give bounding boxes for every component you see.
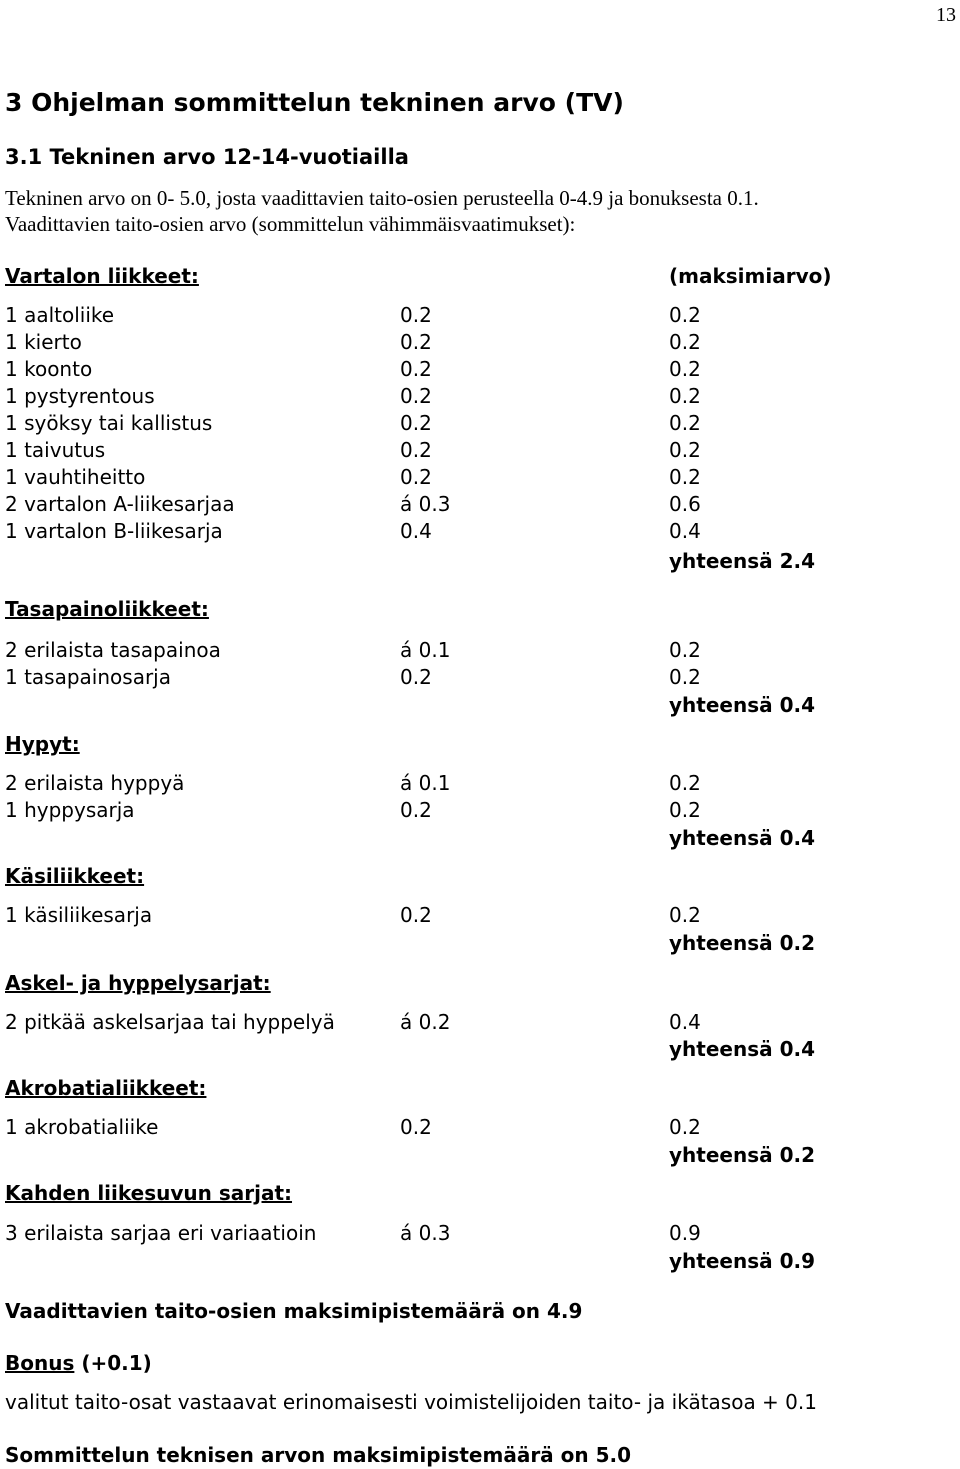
heading-level-2: 3.1 Tekninen arvo 12-14-vuotiailla	[5, 145, 409, 169]
table-row	[0, 1220, 960, 1247]
item-value: á 0.1	[400, 638, 451, 662]
item-name: 1 tasapainosarja	[5, 665, 171, 689]
item-max: 0.2	[669, 638, 701, 662]
section-total-vartalo: yhteensä 2.4	[669, 549, 815, 573]
item-max: 0.2	[669, 665, 701, 689]
table-row	[0, 464, 960, 491]
bonus-title: Bonus	[5, 1351, 75, 1375]
item-max: 0.2	[669, 357, 701, 381]
table-row	[0, 1009, 960, 1036]
item-max: 0.2	[669, 465, 701, 489]
item-max: 0.4	[669, 1010, 701, 1034]
item-name: 1 käsiliikesarja	[5, 903, 153, 927]
table-row	[0, 637, 960, 664]
section-title-kahden: Kahden liikesuvun sarjat:	[5, 1181, 293, 1205]
bonus-value: (+0.1)	[74, 1351, 152, 1375]
table-row	[0, 518, 960, 545]
item-name: 1 akrobatialiike	[5, 1115, 159, 1139]
item-name: 2 pitkää askelsarjaa tai hyppelyä	[5, 1010, 335, 1034]
item-max: 0.9	[669, 1221, 701, 1245]
item-max: 0.2	[669, 771, 701, 795]
item-max: 0.2	[669, 903, 701, 927]
item-value: 0.2	[400, 303, 432, 327]
section-title-kasi: Käsiliikkeet:	[5, 864, 145, 888]
item-value: 0.2	[400, 903, 432, 927]
section-title-hypyt: Hypyt:	[5, 732, 80, 756]
item-max: 0.4	[669, 519, 701, 543]
table-row	[0, 383, 960, 410]
item-max: 0.2	[669, 384, 701, 408]
item-max: 0.6	[669, 492, 701, 516]
max-value-header: (maksimiarvo)	[669, 264, 832, 288]
intro-line-1: Tekninen arvo on 0- 5.0, josta vaadittavien taito-osien perusteella 0-4.9 ja bonuksesta 0.1.	[5, 186, 759, 210]
table-row	[0, 902, 960, 929]
item-value: á 0.3	[400, 1221, 451, 1245]
table-row	[0, 437, 960, 464]
item-name: 1 aaltoliike	[5, 303, 115, 327]
item-value: 0.4	[400, 519, 432, 543]
item-value: 0.2	[400, 665, 432, 689]
item-name: 1 kierto	[5, 330, 82, 354]
bonus-description: valitut taito-osat vastaavat erinomaisesti voimistelijoiden taito- ja ikätasoa + 0.1	[5, 1390, 817, 1414]
item-max: 0.2	[669, 438, 701, 462]
item-name: 3 erilaista sarjaa eri variaatioin	[5, 1221, 317, 1245]
item-value: 0.2	[400, 798, 432, 822]
max-required-statement: Vaadittavien taito-osien maksimipistemäärä on 4.9	[5, 1299, 583, 1323]
section-title-akro: Akrobatialiikkeet:	[5, 1076, 207, 1100]
item-name: 1 syöksy tai kallistus	[5, 411, 213, 435]
table-row	[0, 664, 960, 691]
item-value: á 0.2	[400, 1010, 451, 1034]
item-name: 2 erilaista tasapainoa	[5, 638, 221, 662]
item-value: á 0.1	[400, 771, 451, 795]
item-value: 0.2	[400, 438, 432, 462]
item-name: 2 vartalon A-liikesarjaa	[5, 492, 235, 516]
table-row	[0, 491, 960, 518]
item-name: 1 taivutus	[5, 438, 106, 462]
item-value: 0.2	[400, 384, 432, 408]
section-total-kasi: yhteensä 0.2	[669, 931, 815, 955]
table-row	[0, 797, 960, 824]
item-name: 1 pystyrentous	[5, 384, 155, 408]
final-total-statement: Sommittelun teknisen arvon maksimipistemäärä on 5.0	[5, 1443, 632, 1467]
intro-line-2: Vaadittavien taito-osien arvo (sommittelun vähimmäisvaatimukset):	[5, 212, 576, 236]
item-value: á 0.3	[400, 492, 451, 516]
item-value: 0.2	[400, 330, 432, 354]
item-value: 0.2	[400, 411, 432, 435]
item-value: 0.2	[400, 1115, 432, 1139]
section-total-kahden: yhteensä 0.9	[669, 1249, 815, 1273]
section-title-askel: Askel- ja hyppelysarjat:	[5, 971, 271, 995]
item-name: 1 koonto	[5, 357, 93, 381]
heading-level-1: 3 Ohjelman sommittelun tekninen arvo (TV)	[5, 88, 624, 117]
bonus-heading	[5, 1351, 152, 1375]
table-row	[0, 770, 960, 797]
item-max: 0.2	[669, 1115, 701, 1139]
section-title-tasapaino: Tasapainoliikkeet:	[5, 597, 209, 621]
item-name: 1 vauhtiheitto	[5, 465, 146, 489]
table-row	[0, 1114, 960, 1141]
section-total-akro: yhteensä 0.2	[669, 1143, 815, 1167]
section-total-askel: yhteensä 0.4	[669, 1037, 815, 1061]
item-name: 1 hyppysarja	[5, 798, 135, 822]
item-name: 1 vartalon B-liikesarja	[5, 519, 223, 543]
table-row	[0, 302, 960, 329]
table-row	[0, 410, 960, 437]
item-max: 0.2	[669, 798, 701, 822]
item-name: 2 erilaista hyppyä	[5, 771, 185, 795]
section-total-tasapaino: yhteensä 0.4	[669, 693, 815, 717]
section-total-hypyt: yhteensä 0.4	[669, 826, 815, 850]
table-row	[0, 356, 960, 383]
item-max: 0.2	[669, 303, 701, 327]
item-max: 0.2	[669, 330, 701, 354]
item-max: 0.2	[669, 411, 701, 435]
item-value: 0.2	[400, 465, 432, 489]
item-value: 0.2	[400, 357, 432, 381]
table-row	[0, 329, 960, 356]
page-number: 13	[936, 4, 956, 26]
section-title-vartalo: Vartalon liikkeet:	[5, 264, 199, 288]
